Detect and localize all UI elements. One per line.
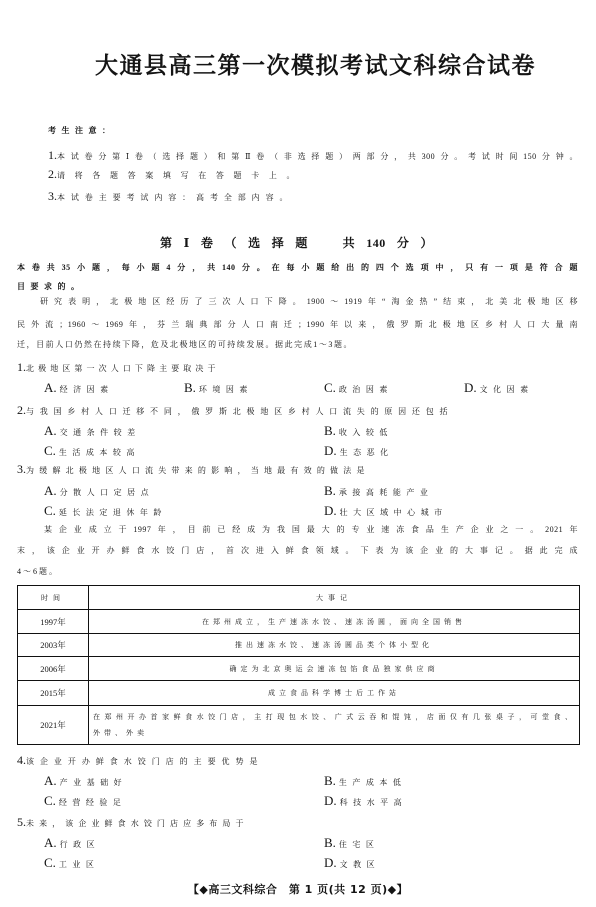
table-header-events — [89, 586, 579, 609]
passage-line: 4～6题。 — [17, 567, 59, 576]
option-label: D. — [324, 503, 337, 518]
notice-item-text: 请将各题答案填写在答题卡上。 — [57, 171, 295, 180]
option-label: D. — [324, 793, 337, 808]
table-cell-event — [89, 657, 579, 680]
option-c — [44, 854, 99, 872]
table-row — [18, 680, 579, 705]
question-number: 5. — [17, 815, 26, 829]
notice-item-text: 本试卷主要考试内容：高考全部内容。 — [57, 193, 288, 202]
passage-line: 迁，目前人口仍然在持续下降，危及北极地区的可持续发展。据此完成1～3题。 — [17, 340, 352, 349]
passage-line: 某企业成立于1997年，目前已经成为我国最大的专业速冻食品生产企业之一。2021年 — [44, 525, 578, 534]
table-cell-event-line: 在郑州成立，生产速冻水饺、速冻汤圆，面向全国销售 — [202, 617, 466, 626]
table-header-row — [18, 586, 579, 609]
table-cell-year: 2021年 — [18, 706, 89, 744]
notice-item — [48, 165, 295, 183]
option-label: D. — [324, 443, 337, 458]
question-text: 北极地区第一次人口下降主要取决于 — [26, 364, 216, 373]
table-cell-event — [89, 706, 579, 744]
option-b — [324, 834, 379, 852]
passage-line: 民外流；1960～1969年，芬兰瑞典部分人口南迁；1990年以来，俄罗斯北极地区乡村人口大量南 — [17, 320, 578, 329]
question-stem — [17, 751, 258, 769]
option-label: B. — [324, 483, 336, 498]
option-label: B. — [324, 835, 336, 850]
table-cell-year: 2015年 — [18, 681, 89, 705]
table-cell-event-line: 外带、外卖 — [93, 729, 148, 737]
table-cell-year: 1997年 — [18, 610, 89, 633]
table-row — [18, 656, 579, 680]
option-d — [324, 792, 407, 810]
option-a — [44, 379, 114, 397]
table-cell-event — [89, 681, 579, 705]
option-text: 行政区 — [59, 840, 101, 849]
table-row — [18, 633, 579, 656]
option-label: A. — [44, 380, 57, 395]
option-label: C. — [44, 855, 56, 870]
table-row — [18, 609, 579, 633]
option-label: D. — [464, 380, 477, 395]
option-c — [44, 442, 140, 460]
notice-item — [48, 146, 578, 164]
option-label: A. — [44, 423, 57, 438]
option-text: 文教区 — [339, 860, 381, 869]
option-a — [44, 482, 154, 500]
option-text: 生产成本低 — [338, 778, 407, 787]
question-text: 未来，该企业鲜食水饺门店应多布局于 — [26, 819, 244, 828]
option-text: 收入较低 — [338, 428, 393, 437]
table-header-events-label: 大事记 — [316, 593, 352, 602]
table-cell-year: 2006年 — [18, 657, 89, 680]
option-text: 交通条件较差 — [59, 428, 141, 437]
option-text: 工业区 — [58, 860, 100, 869]
option-b — [324, 772, 406, 790]
option-d — [324, 502, 448, 520]
option-label: A. — [44, 835, 57, 850]
option-label: A. — [44, 773, 57, 788]
option-text: 环境因素 — [198, 385, 253, 394]
passage-line: 研究表明，北极地区经历了三次人口下降。1900～1919年“淘金热”结束，北美北极地区移 — [40, 297, 578, 306]
notice-item-number: 3. — [48, 189, 57, 203]
option-d — [464, 379, 534, 397]
question-stem — [17, 813, 244, 831]
option-text: 分散人口定居点 — [59, 488, 155, 497]
option-d — [324, 854, 380, 872]
notice-item-number: 1. — [48, 148, 57, 162]
option-c — [324, 379, 393, 397]
option-c — [44, 792, 126, 810]
option-c — [44, 502, 167, 520]
option-label: C. — [44, 443, 56, 458]
table-cell-event — [89, 610, 579, 633]
table-row — [18, 705, 579, 744]
table-cell-event-line: 确定为北京奥运会速冻包馅食品独家供应商 — [229, 664, 439, 673]
question-number: 2. — [17, 403, 26, 417]
option-text: 生活成本较高 — [58, 448, 140, 457]
table-cell-year: 2003年 — [18, 634, 89, 656]
question-stem — [17, 358, 216, 376]
option-text: 承接高耗能产业 — [338, 488, 434, 497]
option-text: 延长法定退休年龄 — [58, 508, 167, 517]
notice-heading: 考生注意： — [48, 126, 116, 135]
section-heading: 第Ⅰ卷（选择题 共140分） — [160, 236, 433, 250]
events-table — [17, 585, 580, 745]
question-stem — [17, 460, 365, 478]
table-header-time: 时间 — [18, 586, 89, 609]
option-text: 经济因素 — [59, 385, 114, 394]
option-label: C. — [324, 380, 336, 395]
option-a — [44, 772, 127, 790]
option-label: C. — [44, 503, 56, 518]
option-label: C. — [44, 793, 56, 808]
notice-item — [48, 187, 288, 205]
option-text: 壮大区域中心城市 — [339, 508, 448, 517]
question-number: 1. — [17, 360, 26, 374]
option-a — [44, 422, 141, 440]
option-label: D. — [324, 855, 337, 870]
option-label: A. — [44, 483, 57, 498]
option-d — [324, 442, 394, 460]
question-number: 4. — [17, 753, 26, 767]
section-instructions-line: 目要求的。 — [17, 282, 85, 291]
option-text: 住宅区 — [338, 840, 380, 849]
question-text: 与我国乡村人口迁移不同，俄罗斯北极地区乡村人口流失的原因还包括 — [26, 407, 448, 416]
option-b — [184, 379, 253, 397]
option-text: 经营经验足 — [58, 798, 127, 807]
question-text: 为缓解北极地区人口流失带来的影响，当地最有效的做法是 — [26, 466, 365, 475]
passage-line: 末，该企业开办鲜食水饺门店，首次进入鲜食领域。下表为该企业的大事记。据此完成 — [17, 546, 578, 555]
option-a — [44, 834, 100, 852]
option-text: 政治因素 — [338, 385, 393, 394]
page-footer: 【◆高三文科综合 第 1 页(共 12 页)◆】 — [187, 883, 409, 896]
question-number: 3. — [17, 462, 26, 476]
option-label: B. — [184, 380, 196, 395]
option-text: 产业基础好 — [59, 778, 128, 787]
notice-item-number: 2. — [48, 167, 57, 181]
exam-title: 大通县高三第一次模拟考试文科综合试卷 — [95, 53, 535, 79]
section-instructions-line: 本卷共35小题，每小题4分，共140分。在每小题给出的四个选项中，只有一项是符合题 — [17, 263, 578, 272]
option-text: 生态恶化 — [339, 448, 394, 457]
option-text: 文化因素 — [479, 385, 534, 394]
question-text: 该企业开办鲜食水饺门店的主要优势是 — [26, 757, 258, 766]
table-cell-event-line: 在郑州开办首家鲜食水饺门店，主打现包水饺、广式云吞和馄饨，店面仅有几张桌子，可堂食、 — [93, 713, 573, 721]
option-label: B. — [324, 773, 336, 788]
option-b — [324, 422, 393, 440]
table-cell-event — [89, 634, 579, 656]
table-cell-event-line: 推出速冻水饺、速冻汤圆品类个体小型化 — [235, 641, 433, 649]
notice-item-text: 本试卷分第Ⅰ卷（选择题）和第Ⅱ卷（非选择题）两部分，共300分。考试时间150分钟。 — [57, 152, 578, 161]
option-text: 科技水平高 — [339, 798, 408, 807]
table-cell-event-line: 成立食品科学博士后工作站 — [268, 689, 400, 697]
option-label: B. — [324, 423, 336, 438]
option-b — [324, 482, 433, 500]
question-stem — [17, 401, 448, 419]
